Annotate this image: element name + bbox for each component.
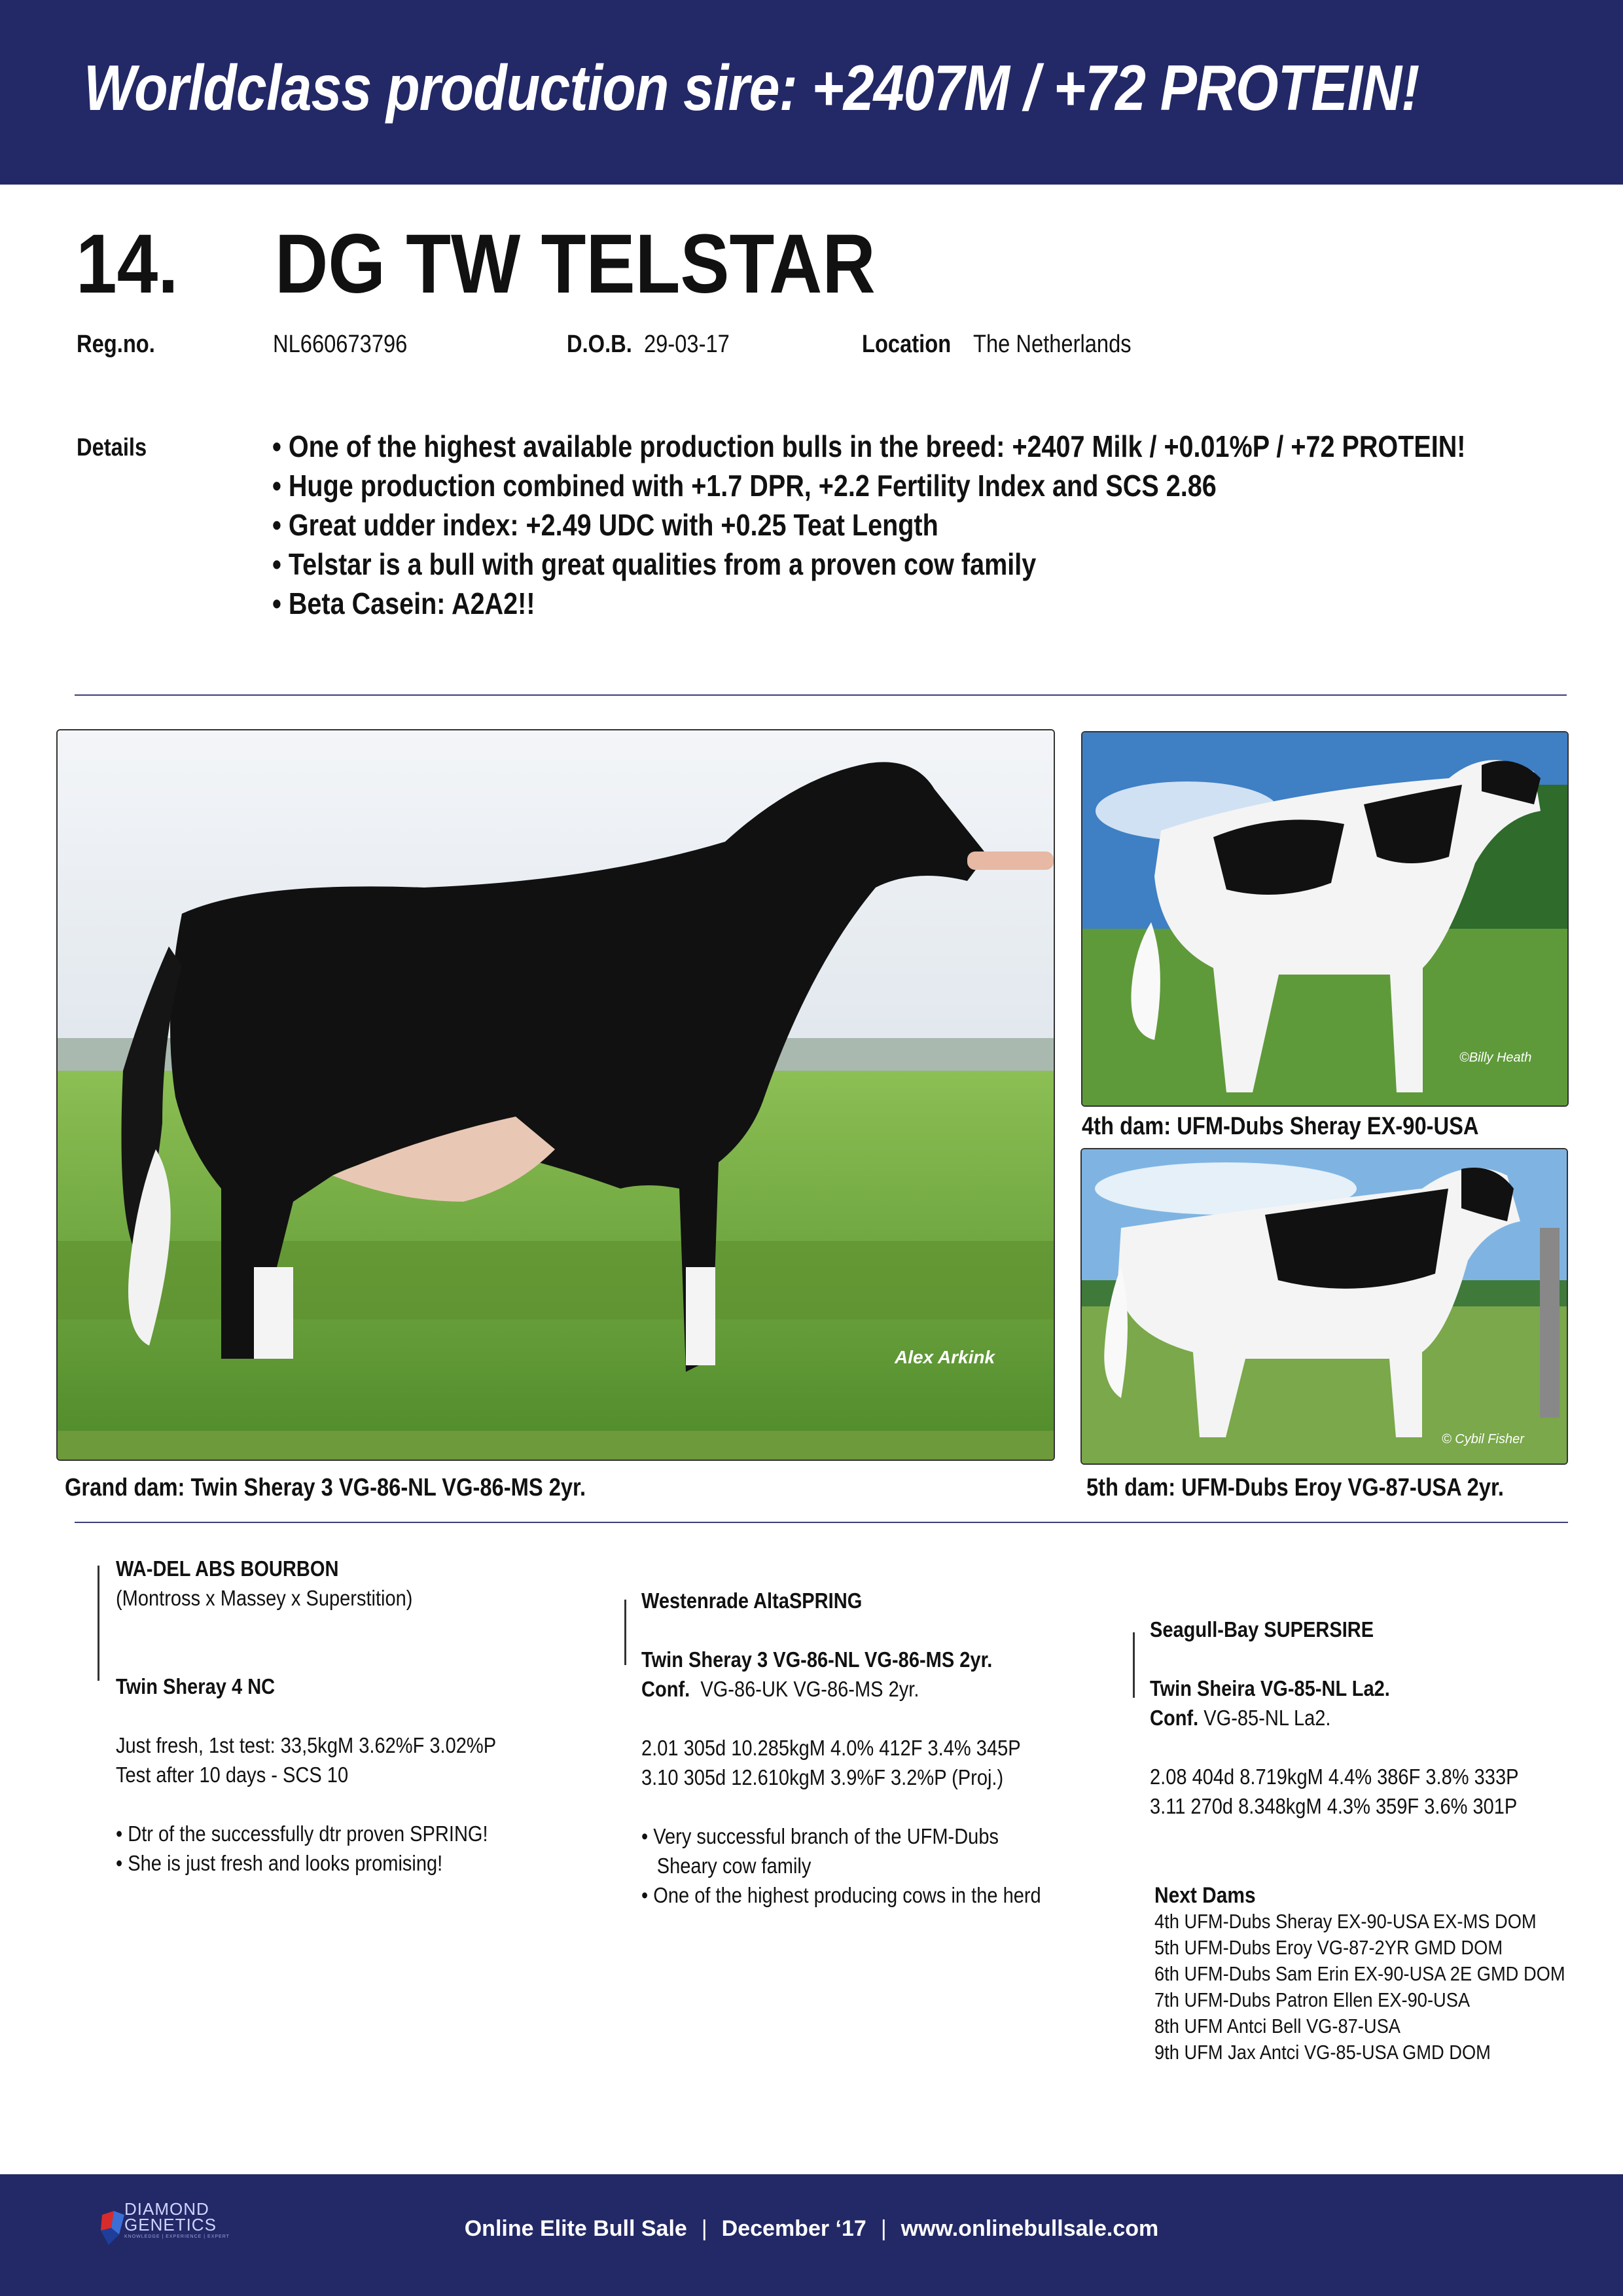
footer-url[interactable]: www.onlinebullsale.com bbox=[901, 2216, 1159, 2241]
grand-dam-caption: Grand dam: Twin Sheray 3 VG-86-NL VG-86-MS 2yr. bbox=[65, 1474, 586, 1501]
production-record: 2.08 404d 8.719kgM 4.4% 386F 3.8% 333P bbox=[1150, 1765, 1519, 1789]
highlight-item: Sheary cow family bbox=[656, 1854, 812, 1878]
fifth-dam-caption: 5th dam: UFM-Dubs Eroy VG-87-USA 2yr. bbox=[1086, 1474, 1504, 1501]
fourth-dam-photo-credit: ©Billy Heath bbox=[1459, 1050, 1532, 1065]
conf-label: Conf. bbox=[1150, 1706, 1199, 1730]
highlight-item: • One of the highest producing cows in the herd bbox=[641, 1883, 1041, 1907]
bull-name: DG TW TELSTAR bbox=[275, 217, 876, 311]
fifth-dam-photo-credit: © Cybil Fisher bbox=[1442, 1432, 1524, 1446]
next-dam-item: 8th UFM Antci Bell VG-87-USA bbox=[1154, 2015, 1400, 2037]
next-dam-item: 5th UFM-Dubs Eroy VG-87-2YR GMD DOM bbox=[1154, 1936, 1503, 1959]
footer-date: December ‘17 bbox=[721, 2216, 866, 2241]
details-item: • Great udder index: +2.49 UDC with +0.25 Teat Length bbox=[272, 505, 1465, 545]
reg-value: NL660673796 bbox=[273, 331, 408, 358]
production-record: Test after 10 days - SCS 10 bbox=[116, 1763, 349, 1787]
divider-bottom bbox=[75, 1522, 1568, 1523]
footer-separator: | bbox=[701, 2216, 707, 2241]
production-record: 3.11 270d 8.348kgM 4.3% 359F 3.6% 301P bbox=[1150, 1794, 1518, 1818]
conf-value: VG-85-NL La2. bbox=[1204, 1706, 1331, 1730]
pedigree-bracket bbox=[624, 1600, 626, 1665]
footer-text bbox=[0, 2216, 1623, 2242]
footer-separator: | bbox=[880, 2216, 887, 2241]
highlight-item: • She is just fresh and looks promising! bbox=[116, 1851, 443, 1875]
details-item: • One of the highest available production bulls in the breed: +2407 Milk / +0.01%P / +72 PROTEIN! bbox=[272, 427, 1465, 466]
dob-value: 29-03-17 bbox=[644, 331, 730, 358]
next-dams-title: Next Dams bbox=[1154, 1883, 1256, 1908]
pedigree-column-2 bbox=[641, 1586, 1041, 1910]
conf-label: Conf. bbox=[641, 1677, 690, 1701]
production-record: 2.01 305d 10.285kgM 4.0% 412F 3.4% 345P bbox=[641, 1736, 1021, 1760]
highlight-item: • Dtr of the successfully dtr proven SPRING! bbox=[116, 1821, 488, 1846]
details-item: • Huge production combined with +1.7 DPR, +2.2 Fertility Index and SCS 2.86 bbox=[272, 466, 1465, 505]
divider-top bbox=[75, 694, 1567, 696]
next-dam-item: 4th UFM-Dubs Sheray EX-90-USA EX-MS DOM bbox=[1154, 1910, 1537, 1933]
details-label: Details bbox=[77, 434, 147, 461]
location-label: Location bbox=[862, 331, 952, 358]
sire-name: Westenrade AltaSPRING bbox=[641, 1588, 863, 1613]
lot-number: 14. bbox=[76, 217, 179, 311]
footer-sale-name: Online Elite Bull Sale bbox=[464, 2216, 687, 2241]
production-record: 3.10 305d 12.610kgM 3.9%F 3.2%P (Proj.) bbox=[641, 1765, 1004, 1789]
pedigree-bracket bbox=[98, 1566, 99, 1681]
details-list bbox=[272, 427, 1465, 623]
main-photo-credit: Alex Arkink bbox=[895, 1347, 995, 1367]
highlight-item: • Very successful branch of the UFM-Dubs bbox=[641, 1824, 999, 1848]
dam-name: Twin Sheira VG-85-NL La2. bbox=[1150, 1676, 1390, 1700]
next-dam-item: 6th UFM-Dubs Sam Erin EX-90-USA 2E GMD DOM bbox=[1154, 1962, 1565, 1985]
logo-line2: GENETICS bbox=[124, 2215, 217, 2234]
next-dam-item: 7th UFM-Dubs Patron Ellen EX-90-USA bbox=[1154, 1988, 1471, 2011]
fourth-dam-caption: 4th dam: UFM-Dubs Sheray EX-90-USA bbox=[1082, 1113, 1479, 1140]
reg-label: Reg.no. bbox=[77, 331, 155, 358]
sire-name: WA-DEL ABS BOURBON bbox=[116, 1556, 339, 1581]
sire-line: (Montross x Massey x Superstition) bbox=[116, 1586, 413, 1610]
location-value: The Netherlands bbox=[973, 331, 1132, 358]
dam-name: Twin Sheray 3 VG-86-NL VG-86-MS 2yr. bbox=[641, 1647, 993, 1672]
pedigree-column-1 bbox=[116, 1554, 412, 1613]
pedigree-column-1-dam bbox=[116, 1672, 496, 1878]
header-title: Worldclass production sire: +2407M / +72 PROTEIN! bbox=[84, 52, 1419, 124]
pedigree-column-3 bbox=[1150, 1615, 1518, 1821]
next-dam-item: 9th UFM Jax Antci VG-85-USA GMD DOM bbox=[1154, 2041, 1491, 2064]
dob-label: D.O.B. bbox=[567, 331, 632, 358]
details-item: • Beta Casein: A2A2!! bbox=[272, 584, 1465, 623]
fifth-dam-photo bbox=[1080, 1148, 1568, 1465]
logo-tagline: KNOWLEDGE | EXPERIENCE | EXPERT bbox=[124, 2234, 230, 2239]
sire-name: Seagull-Bay SUPERSIRE bbox=[1150, 1617, 1374, 1641]
logo-line1: DIAMOND bbox=[124, 2199, 209, 2219]
pedigree-bracket bbox=[1133, 1632, 1135, 1698]
dam-name: Twin Sheray 4 NC bbox=[116, 1674, 276, 1698]
next-dams bbox=[1154, 1882, 1565, 2066]
conf-value: VG-86-UK VG-86-MS 2yr. bbox=[700, 1677, 919, 1701]
details-item: • Telstar is a bull with great qualities from a proven cow family bbox=[272, 545, 1465, 584]
production-record: Just fresh, 1st test: 33,5kgM 3.62%F 3.02%P bbox=[116, 1733, 497, 1757]
